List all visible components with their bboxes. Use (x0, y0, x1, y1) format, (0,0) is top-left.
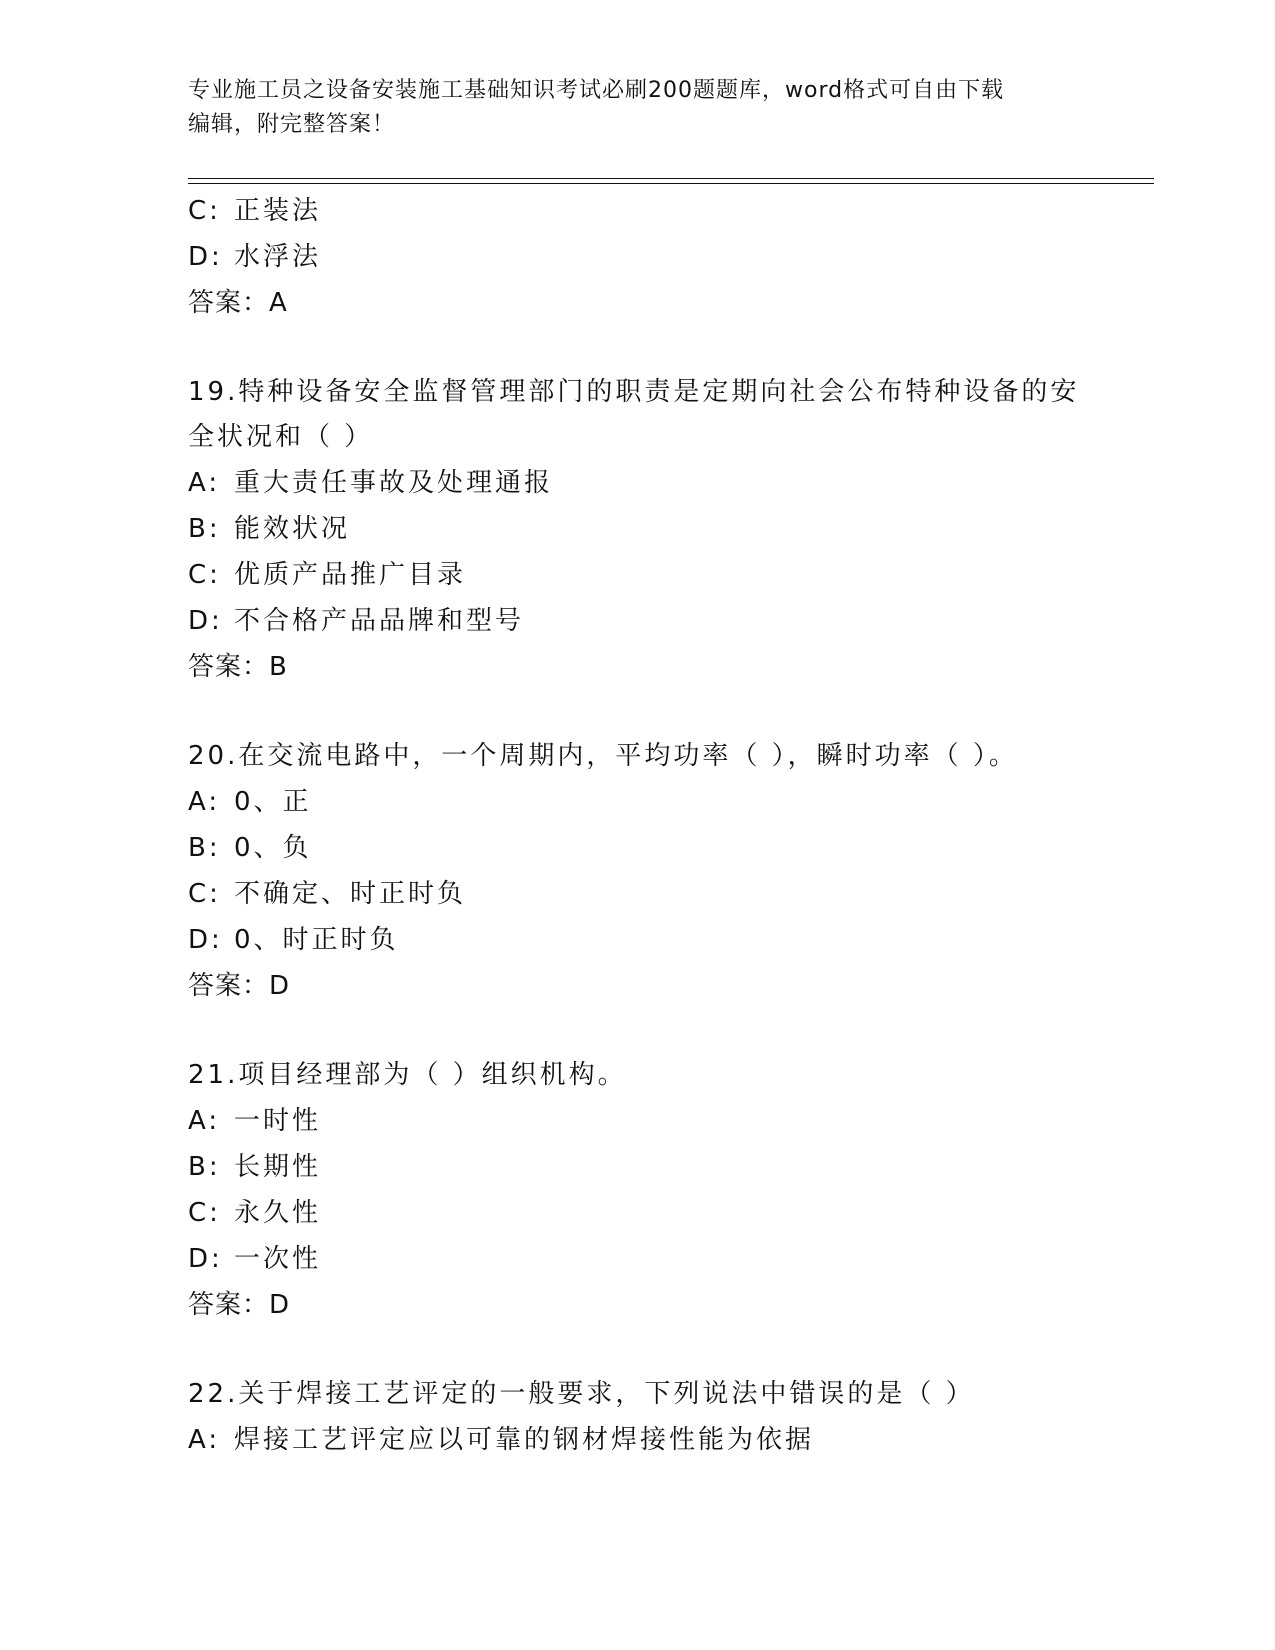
option-a: A: 一时性 (188, 1106, 322, 1136)
question-text: 20.在交流电路中，一个周期内，平均功率（ ），瞬时功率（ ）。 (188, 741, 1018, 771)
option-c: C: 永久性 (188, 1198, 322, 1228)
option-c: C: 优质产品推广目录 (188, 560, 467, 590)
option-d: D: 不合格产品品牌和型号 (188, 606, 525, 636)
option-a: A: 重大责任事故及处理通报 (188, 468, 554, 498)
question-text: 22.关于焊接工艺评定的一般要求，下列说法中错误的是（ ） (188, 1379, 975, 1409)
answer-line: 答案：D (188, 971, 291, 1001)
header-line-1: 专业施工员之设备安装施工基础知识考试必刷200题题库，word格式可自由下载 (188, 78, 1005, 103)
header-rule-top (188, 178, 1154, 179)
option-c: C: 不确定、时正时负 (188, 879, 467, 909)
option-d: D: 水浮法 (188, 242, 322, 272)
question-21 (188, 1053, 1148, 1328)
option-b: B: 0、负 (188, 833, 312, 863)
question-22 (188, 1372, 1148, 1463)
document-header (188, 74, 1088, 142)
option-b: B: 能效状况 (188, 514, 351, 544)
option-a: A: 0、正 (188, 787, 312, 817)
option-d: D: 一次性 (188, 1244, 322, 1274)
option-a: A: 焊接工艺评定应以可靠的钢材焊接性能为依据 (188, 1425, 815, 1455)
answer-line: 答案：B (188, 652, 288, 682)
document-body (188, 188, 1148, 1463)
option-c: C: 正装法 (188, 196, 322, 226)
answer-line: 答案：D (188, 1290, 291, 1320)
answer-line: 答案：A (188, 288, 288, 318)
question-fragment (188, 188, 1148, 326)
question-text: 21.项目经理部为（ ）组织机构。 (188, 1060, 627, 1090)
question-20 (188, 734, 1148, 1009)
question-19 (188, 370, 1148, 690)
header-rule-bottom (188, 183, 1154, 184)
header-line-2: 编辑，附完整答案！ (188, 112, 396, 137)
question-text: 19.特种设备安全监督管理部门的职责是定期向社会公布特种设备的安 全状况和（ ） (188, 377, 1080, 452)
option-b: B: 长期性 (188, 1152, 322, 1182)
option-d: D: 0、时正时负 (188, 925, 399, 955)
